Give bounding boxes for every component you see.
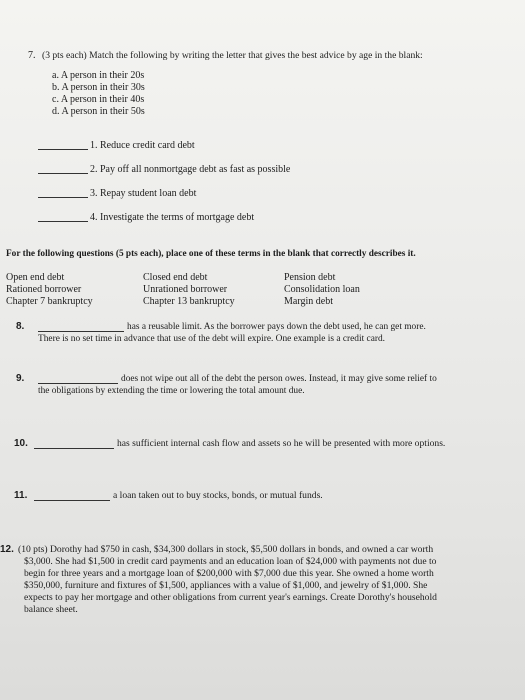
q10-number: 10. [14, 438, 28, 449]
q10-text: has sufficient internal cash flow and assets so he will be presented with more options. [117, 438, 446, 449]
q11-text: a loan taken out to buy stocks, bonds, or mutual funds. [113, 490, 323, 501]
q7-number: 7. [28, 50, 36, 61]
q7-prompt: (3 pts each) Match the following by writing the letter that gives the best advice by age in the blank: [42, 50, 423, 61]
q7-option-a: a. A person in their 20s [52, 70, 145, 81]
term-consolidation-loan: Consolidation loan [284, 284, 360, 295]
q7-item-4-answer-blank[interactable] [38, 221, 88, 222]
q7-item-2-answer-blank[interactable] [38, 173, 88, 174]
q8-number: 8. [16, 321, 25, 332]
q11-answer-blank[interactable] [34, 500, 110, 501]
q12-line-3: begin for three years and a mortgage loan of $200,000 with $7,000 due this year. She owned a home worth [24, 568, 434, 579]
q12-number: 12. [0, 544, 14, 555]
q9-line-2: the obligations by extending the time or lowering the total amount due. [38, 386, 305, 396]
q7-item-4: 4. Investigate the terms of mortgage debt [90, 212, 255, 223]
term-chapter-7-bankruptcy: Chapter 7 bankruptcy [6, 296, 93, 307]
terms-heading: For the following questions (5 pts each), place one of these terms in the blank that correctly describes it. [6, 249, 416, 259]
q12-line-4: $350,000, furniture and fixtures of $1,500, appliances with a value of $1,000, and jewelry of $1,000. She [24, 580, 428, 591]
q9-number: 9. [16, 373, 25, 384]
term-rationed-borrower: Rationed borrower [6, 284, 82, 295]
term-closed-end-debt: Closed end debt [143, 272, 208, 283]
q7-item-1-answer-blank[interactable] [38, 149, 88, 150]
q7-option-b: b. A person in their 30s [52, 82, 145, 93]
q12-line-1: (10 pts) Dorothy had $750 in cash, $34,300 dollars in stock, $5,500 dollars in bonds, and owned a car worth [18, 544, 434, 555]
q7-item-3-answer-blank[interactable] [38, 197, 88, 198]
q8-line-2: There is no set time in advance that use of the debt will expire. One example is a credit card. [38, 334, 386, 344]
q7-item-2: 2. Pay off all nonmortgage debt as fast as possible [90, 164, 291, 175]
term-open-end-debt: Open end debt [6, 272, 65, 283]
q7-item-3: 3. Repay student loan debt [90, 188, 197, 199]
q8-line-1: has a reusable limit. As the borrower pays down the debt used, he can get more. [127, 322, 426, 332]
q7-option-d: d. A person in their 50s [52, 106, 145, 117]
q9-line-1: does not wipe out all of the debt the person owes. Instead, it may give some relief to [121, 374, 437, 384]
q11-number: 11. [14, 490, 28, 501]
q12-line-6: balance sheet. [24, 604, 78, 615]
term-margin-debt: Margin debt [284, 296, 333, 307]
q7-option-c: c. A person in their 40s [52, 94, 145, 105]
term-chapter-13-bankruptcy: Chapter 13 bankruptcy [143, 296, 235, 307]
q8-answer-blank[interactable] [38, 331, 124, 332]
q7-item-1: 1. Reduce credit card debt [90, 140, 195, 151]
term-pension-debt: Pension debt [284, 272, 336, 283]
q12-line-5: expects to pay her mortgage and other obligations from current year's earnings. Create Dorothy's household [24, 592, 437, 603]
q10-answer-blank[interactable] [34, 448, 114, 449]
q9-answer-blank[interactable] [38, 383, 118, 384]
q12-line-2: $3,000. She had $1,500 in credit card payments and an education loan of $24,000 with payments not due to [24, 556, 437, 567]
term-unrationed-borrower: Unrationed borrower [143, 284, 228, 295]
